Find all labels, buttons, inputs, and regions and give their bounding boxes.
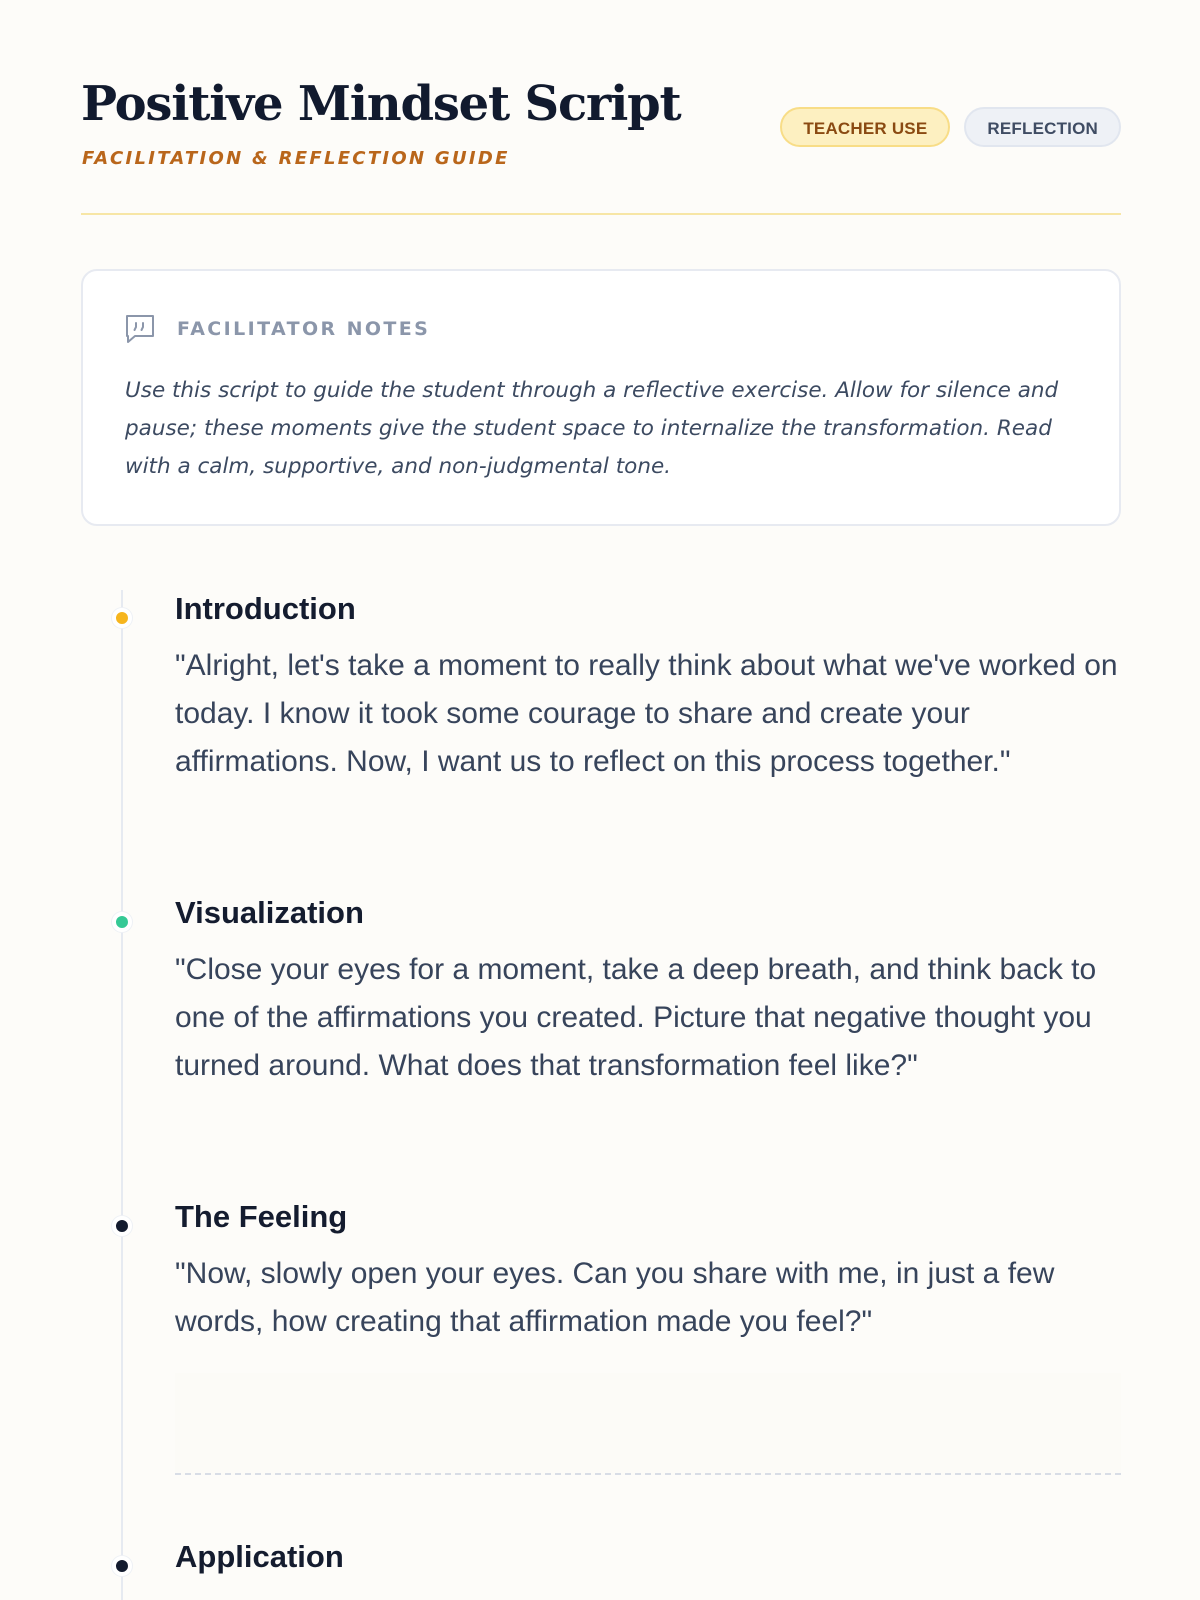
quote-bubble-icon — [123, 312, 157, 346]
step-script-text: "Alright, let's take a moment to really think about what we've worked on today. I know it took some courage to share and create your affirmations. Now, I want us to reflect on this process together." — [175, 649, 1118, 778]
script-timeline — [81, 590, 1121, 1600]
step-title: Introduction — [175, 591, 356, 626]
step-dot-icon — [112, 1216, 132, 1236]
step-title: Visualization — [175, 895, 364, 930]
step-script-text: "Close your eyes for a moment, take a deep breath, and think back to one of the affirmations you created. Picture that negative thought you turned around. What does that transformation feel like?" — [175, 953, 1097, 1082]
facilitator-notes-card — [81, 269, 1121, 526]
facilitator-notes-header — [123, 312, 430, 346]
timeline-line — [121, 590, 123, 1600]
badge-group — [780, 107, 1121, 147]
step-dot-icon — [112, 608, 132, 628]
page-header — [81, 0, 1121, 216]
page-subtitle: FACILITATION & REFLECTION GUIDE — [82, 148, 510, 169]
page — [81, 0, 1121, 1600]
step-dot-icon — [112, 912, 132, 932]
header-divider — [81, 213, 1121, 215]
teacher-use-badge: TEACHER USE — [780, 107, 950, 147]
step-dot-icon — [112, 1556, 132, 1576]
facilitator-notes-label: FACILITATOR NOTES — [177, 318, 431, 340]
step-title: The Feeling — [175, 1199, 348, 1234]
facilitator-notes-text: Use this script to guide the student through a reflective exercise. Allow for silence and pause; these moments give the student space to internalize the transformation. Read with a calm, supportive, and non-judgmental tone. — [125, 378, 1059, 479]
reflection-badge: REFLECTION — [964, 107, 1121, 147]
page-title: Positive Mindset Script — [81, 76, 681, 132]
step-title: Application — [175, 1539, 344, 1574]
step-script-text: "Now, slowly open your eyes. Can you share with me, in just a few words, how creating that affirmation made you feel?" — [175, 1257, 1055, 1338]
student-response-field[interactable] — [175, 1373, 1121, 1475]
